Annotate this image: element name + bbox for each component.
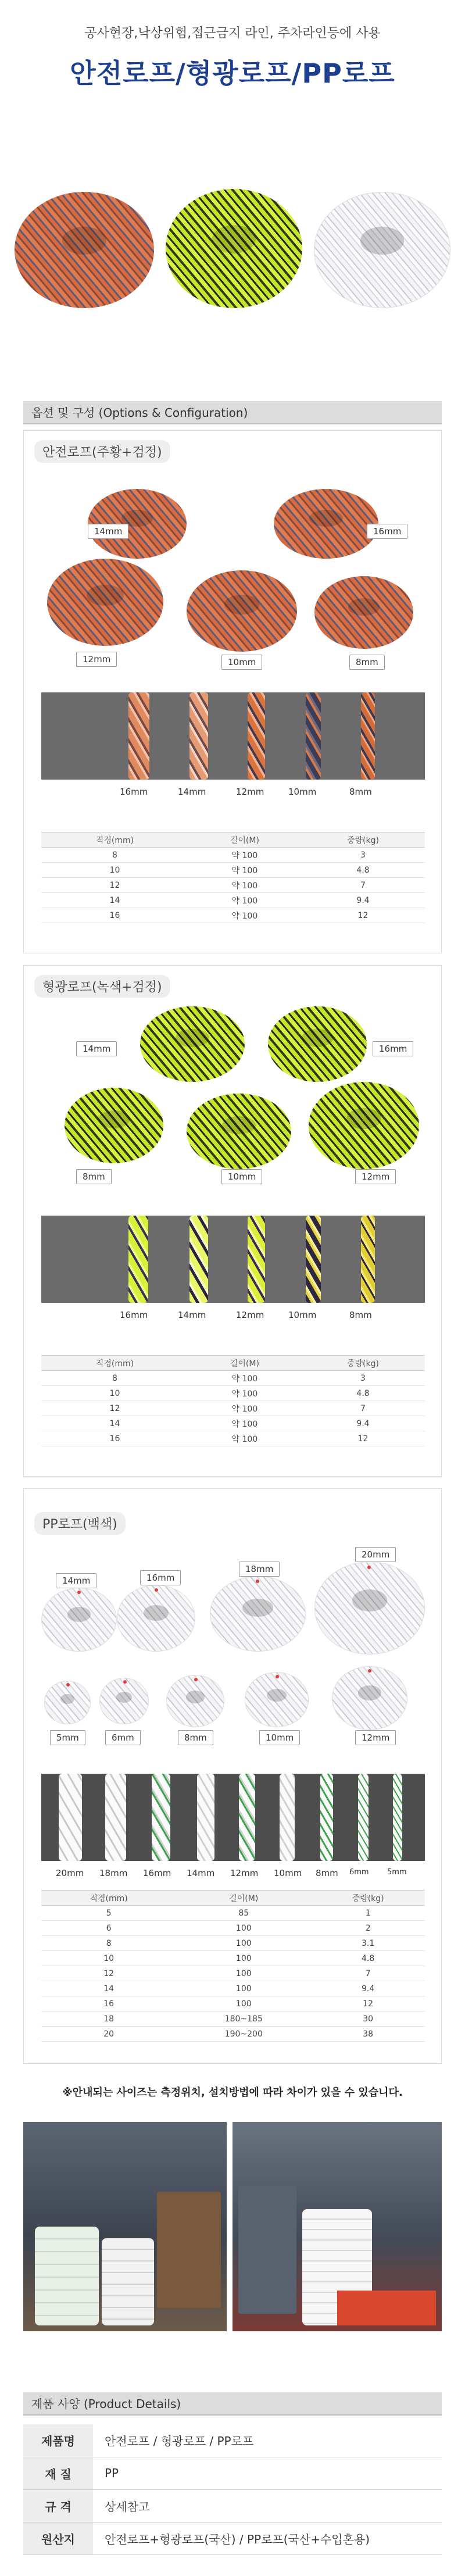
cell: 100 bbox=[176, 1966, 311, 1981]
cell: 14 bbox=[41, 893, 188, 908]
rope-strand bbox=[189, 1216, 208, 1303]
table-row bbox=[41, 908, 425, 923]
cell: 100 bbox=[176, 1996, 311, 2012]
rope-strand bbox=[306, 1216, 321, 1303]
cell: 약 100 bbox=[188, 908, 301, 923]
strip-size-label: 6mm bbox=[349, 1868, 369, 1877]
rope-coil bbox=[332, 1666, 407, 1730]
pp-rope-panel bbox=[23, 1488, 442, 2064]
detail-value: 안전로프+형광로프(국산) / PP로프(국산+수입혼용) bbox=[93, 2522, 442, 2554]
green-rope-roll bbox=[166, 189, 302, 308]
fluorescent-rope-title: 형광로프(녹색+검정) bbox=[34, 975, 170, 998]
cell: 3 bbox=[301, 848, 425, 863]
cell: 12 bbox=[301, 908, 425, 923]
safety-rope-panel bbox=[23, 430, 442, 953]
rope-strand bbox=[128, 692, 149, 780]
size-tag: 5mm bbox=[50, 1730, 85, 1745]
strip-size-label: 12mm bbox=[230, 1868, 259, 1878]
pallet bbox=[337, 2291, 436, 2325]
safety-spec-table bbox=[41, 832, 425, 923]
table-row bbox=[41, 848, 425, 863]
detail-row bbox=[23, 2457, 442, 2489]
table-row bbox=[41, 1431, 425, 1446]
table-row bbox=[41, 1906, 425, 1921]
size-tag: 10mm bbox=[221, 655, 262, 670]
rope-strand bbox=[239, 1774, 255, 1861]
details-section-title: 제품 사양 (Product Details) bbox=[23, 2392, 442, 2416]
rope-coil bbox=[166, 1675, 224, 1727]
strip-size-label: 16mm bbox=[143, 1868, 171, 1878]
cell: 18 bbox=[41, 2012, 176, 2027]
detail-value: PP bbox=[93, 2457, 442, 2489]
cell: 8 bbox=[41, 1371, 188, 1386]
strip-size-label: 8mm bbox=[349, 787, 372, 797]
rope-strand bbox=[59, 1774, 82, 1861]
rope-coil bbox=[314, 1562, 425, 1655]
options-section-title: 옵션 및 구성 (Options & Configuration) bbox=[23, 401, 442, 424]
pp-spec-table bbox=[41, 1890, 425, 2042]
table-row bbox=[41, 1921, 425, 1936]
cell: 3 bbox=[301, 1371, 425, 1386]
cell: 4.8 bbox=[311, 1951, 425, 1966]
rope-coil bbox=[274, 489, 378, 559]
cell: 30 bbox=[311, 2012, 425, 2027]
cell: 4.8 bbox=[301, 1386, 425, 1401]
cell: 190~200 bbox=[176, 2027, 311, 2042]
rope-strand bbox=[128, 1216, 148, 1303]
pp-rope-title: PP로프(백색) bbox=[34, 1512, 126, 1535]
strip-size-label: 20mm bbox=[56, 1868, 84, 1878]
table-row bbox=[41, 878, 425, 893]
cell: 5 bbox=[41, 1906, 176, 1921]
cell: 4.8 bbox=[301, 863, 425, 878]
cell: 약 100 bbox=[188, 893, 301, 908]
hero-rope-rolls-image bbox=[0, 174, 465, 326]
cell: 약 100 bbox=[188, 1371, 301, 1386]
machine bbox=[157, 2192, 221, 2308]
rope-coil bbox=[117, 1585, 195, 1652]
strip-size-label: 18mm bbox=[99, 1868, 128, 1878]
cell: 약 100 bbox=[188, 848, 301, 863]
table-row bbox=[41, 1936, 425, 1951]
cell: 12 bbox=[41, 1966, 176, 1981]
size-tag: 14mm bbox=[76, 1041, 117, 1056]
hero-subtitle: 공사현장,낙상위험,접근금지 라인, 주차라인등에 사용 bbox=[84, 26, 381, 41]
cell: 6 bbox=[41, 1921, 176, 1936]
rope-coil bbox=[47, 559, 163, 646]
rope-strand bbox=[197, 1774, 214, 1861]
size-tag: 8mm bbox=[349, 655, 385, 670]
cell: 38 bbox=[311, 2027, 425, 2042]
rope-strand bbox=[358, 1774, 369, 1861]
strip-size-label: 16mm bbox=[120, 1310, 148, 1320]
cell: 1 bbox=[311, 1906, 425, 1921]
size-tag: 8mm bbox=[76, 1169, 112, 1184]
header-diameter: 직경(mm) bbox=[41, 1891, 176, 1906]
cell: 약 100 bbox=[188, 1401, 301, 1416]
cell: 12 bbox=[311, 1996, 425, 2012]
cell: 8 bbox=[41, 848, 188, 863]
table-row bbox=[41, 863, 425, 878]
header-length: 길이(M) bbox=[176, 1891, 311, 1906]
rope-coil bbox=[140, 1006, 245, 1082]
rope-coil bbox=[65, 1088, 163, 1163]
cell: 약 100 bbox=[188, 1386, 301, 1401]
cell: 7 bbox=[301, 1401, 425, 1416]
detail-row bbox=[23, 2489, 442, 2522]
header-diameter: 직경(mm) bbox=[41, 1356, 188, 1371]
rope-coil bbox=[187, 570, 297, 652]
strip-size-label: 12mm bbox=[236, 787, 264, 797]
rope-coil bbox=[268, 1006, 367, 1082]
cell: 7 bbox=[311, 1966, 425, 1981]
strip-size-label: 8mm bbox=[316, 1868, 338, 1878]
rope-strand bbox=[105, 1774, 126, 1861]
rope-strand bbox=[361, 1216, 375, 1303]
header-weight: 중량(kg) bbox=[301, 1356, 425, 1371]
fluorescent-spec-table bbox=[41, 1355, 425, 1446]
rope-coil bbox=[99, 1678, 149, 1724]
size-tag: 16mm bbox=[140, 1570, 181, 1585]
header-diameter: 직경(mm) bbox=[41, 833, 188, 848]
rope-strand bbox=[248, 1216, 265, 1303]
detail-key: 원산지 bbox=[23, 2522, 93, 2554]
table-row bbox=[41, 1996, 425, 2012]
size-tag: 14mm bbox=[56, 1573, 96, 1588]
cell: 16 bbox=[41, 908, 188, 923]
cell: 약 100 bbox=[188, 878, 301, 893]
header-weight: 중량(kg) bbox=[301, 833, 425, 848]
white-rope-roll bbox=[314, 192, 450, 308]
detail-row bbox=[23, 2424, 442, 2457]
table-row bbox=[41, 1981, 425, 1996]
cell: 약 100 bbox=[188, 1416, 301, 1431]
hero-title: 안전로프/형광로프/PP로프 bbox=[70, 58, 395, 89]
strip-size-label: 10mm bbox=[288, 1310, 317, 1320]
cell: 12 bbox=[41, 878, 188, 893]
rope-strand bbox=[320, 1774, 333, 1861]
rope-coil bbox=[210, 1576, 306, 1652]
cell: 12 bbox=[41, 1401, 188, 1416]
cell: 14 bbox=[41, 1416, 188, 1431]
strip-size-label: 8mm bbox=[349, 1310, 372, 1320]
size-tag: 14mm bbox=[88, 524, 128, 539]
cell: 16 bbox=[41, 1996, 176, 2012]
strip-size-label: 14mm bbox=[178, 787, 206, 797]
cell: 10 bbox=[41, 1951, 176, 1966]
rope-coil bbox=[187, 1094, 291, 1169]
size-tag: 10mm bbox=[259, 1730, 300, 1745]
size-tag: 18mm bbox=[239, 1562, 280, 1577]
rope-coil bbox=[41, 1588, 117, 1652]
rope-coil bbox=[245, 1672, 309, 1727]
size-tag: 12mm bbox=[76, 652, 117, 667]
detail-key: 규 격 bbox=[23, 2489, 93, 2522]
size-tag: 10mm bbox=[221, 1169, 262, 1184]
table-row bbox=[41, 1401, 425, 1416]
rope-coil bbox=[309, 1082, 419, 1169]
rope-strand bbox=[189, 692, 208, 780]
rope-stack bbox=[35, 2227, 99, 2325]
rope-strand bbox=[306, 692, 321, 780]
strip-size-label: 14mm bbox=[187, 1868, 215, 1878]
rope-strand bbox=[393, 1774, 402, 1861]
rope-closeup-strip bbox=[41, 1774, 425, 1861]
strip-size-label: 12mm bbox=[236, 1310, 264, 1320]
cell: 20 bbox=[41, 2027, 176, 2042]
strip-size-label: 14mm bbox=[178, 1310, 206, 1320]
header-length: 길이(M) bbox=[188, 1356, 301, 1371]
strip-size-label: 10mm bbox=[288, 787, 317, 797]
table-row bbox=[41, 1371, 425, 1386]
table-row bbox=[41, 1416, 425, 1431]
cell: 100 bbox=[176, 1921, 311, 1936]
machine bbox=[238, 2186, 296, 2314]
cell: 약 100 bbox=[188, 863, 301, 878]
size-tag: 6mm bbox=[105, 1730, 141, 1745]
size-tag: 8mm bbox=[178, 1730, 213, 1745]
cell: 12 bbox=[301, 1431, 425, 1446]
cell: 2 bbox=[311, 1921, 425, 1936]
cell: 3.1 bbox=[311, 1936, 425, 1951]
size-tag: 12mm bbox=[355, 1169, 396, 1184]
detail-row bbox=[23, 2522, 442, 2554]
table-row bbox=[41, 893, 425, 908]
detail-key: 재 질 bbox=[23, 2457, 93, 2489]
rope-coil bbox=[44, 1681, 91, 1724]
cell: 7 bbox=[301, 878, 425, 893]
header-weight: 중량(kg) bbox=[311, 1891, 425, 1906]
cell: 16 bbox=[41, 1431, 188, 1446]
detail-value: 상세참고 bbox=[93, 2489, 442, 2522]
cell: 9.4 bbox=[301, 893, 425, 908]
rope-strand bbox=[361, 692, 375, 780]
rope-coil bbox=[314, 576, 413, 649]
cell: 100 bbox=[176, 1951, 311, 1966]
rope-strand bbox=[280, 1774, 295, 1861]
cell: 9.4 bbox=[311, 1981, 425, 1996]
rope-closeup-strip bbox=[41, 1216, 425, 1303]
orange-rope-roll bbox=[15, 192, 154, 308]
rope-strand bbox=[248, 692, 265, 780]
fluorescent-rope-panel bbox=[23, 965, 442, 1477]
warehouse-photo-right bbox=[233, 2122, 442, 2331]
cell: 100 bbox=[176, 1981, 311, 1996]
size-tag: 20mm bbox=[355, 1547, 396, 1562]
strip-size-label: 5mm bbox=[387, 1868, 407, 1877]
cell: 9.4 bbox=[301, 1416, 425, 1431]
table-row bbox=[41, 1951, 425, 1966]
size-tag: 16mm bbox=[373, 1041, 413, 1056]
detail-key: 제품명 bbox=[23, 2424, 93, 2457]
header-length: 길이(M) bbox=[188, 833, 301, 848]
table-row bbox=[41, 2012, 425, 2027]
table-row bbox=[41, 1386, 425, 1401]
cell: 약 100 bbox=[188, 1431, 301, 1446]
safety-rope-title: 안전로프(주황+검정) bbox=[34, 440, 170, 463]
rope-strand bbox=[152, 1774, 170, 1861]
size-tag: 12mm bbox=[355, 1730, 396, 1745]
product-details-table bbox=[23, 2424, 442, 2555]
cell: 100 bbox=[176, 1936, 311, 1951]
cell: 180~185 bbox=[176, 2012, 311, 2027]
cell: 85 bbox=[176, 1906, 311, 1921]
rope-closeup-strip bbox=[41, 692, 425, 780]
cell: 14 bbox=[41, 1981, 176, 1996]
cell: 10 bbox=[41, 1386, 188, 1401]
warehouse-photo-left bbox=[23, 2122, 227, 2331]
strip-size-label: 16mm bbox=[120, 787, 148, 797]
rope-stack bbox=[102, 2238, 154, 2325]
table-row bbox=[41, 2027, 425, 2042]
size-notice: ※안내되는 사이즈는 측정위치, 설치방법에 따라 차이가 있을 수 있습니다. bbox=[62, 2086, 403, 2099]
table-row bbox=[41, 1966, 425, 1981]
strip-size-label: 10mm bbox=[274, 1868, 302, 1878]
detail-value: 안전로프 / 형광로프 / PP로프 bbox=[93, 2424, 442, 2457]
cell: 10 bbox=[41, 863, 188, 878]
size-tag: 16mm bbox=[367, 524, 407, 539]
cell: 8 bbox=[41, 1936, 176, 1951]
